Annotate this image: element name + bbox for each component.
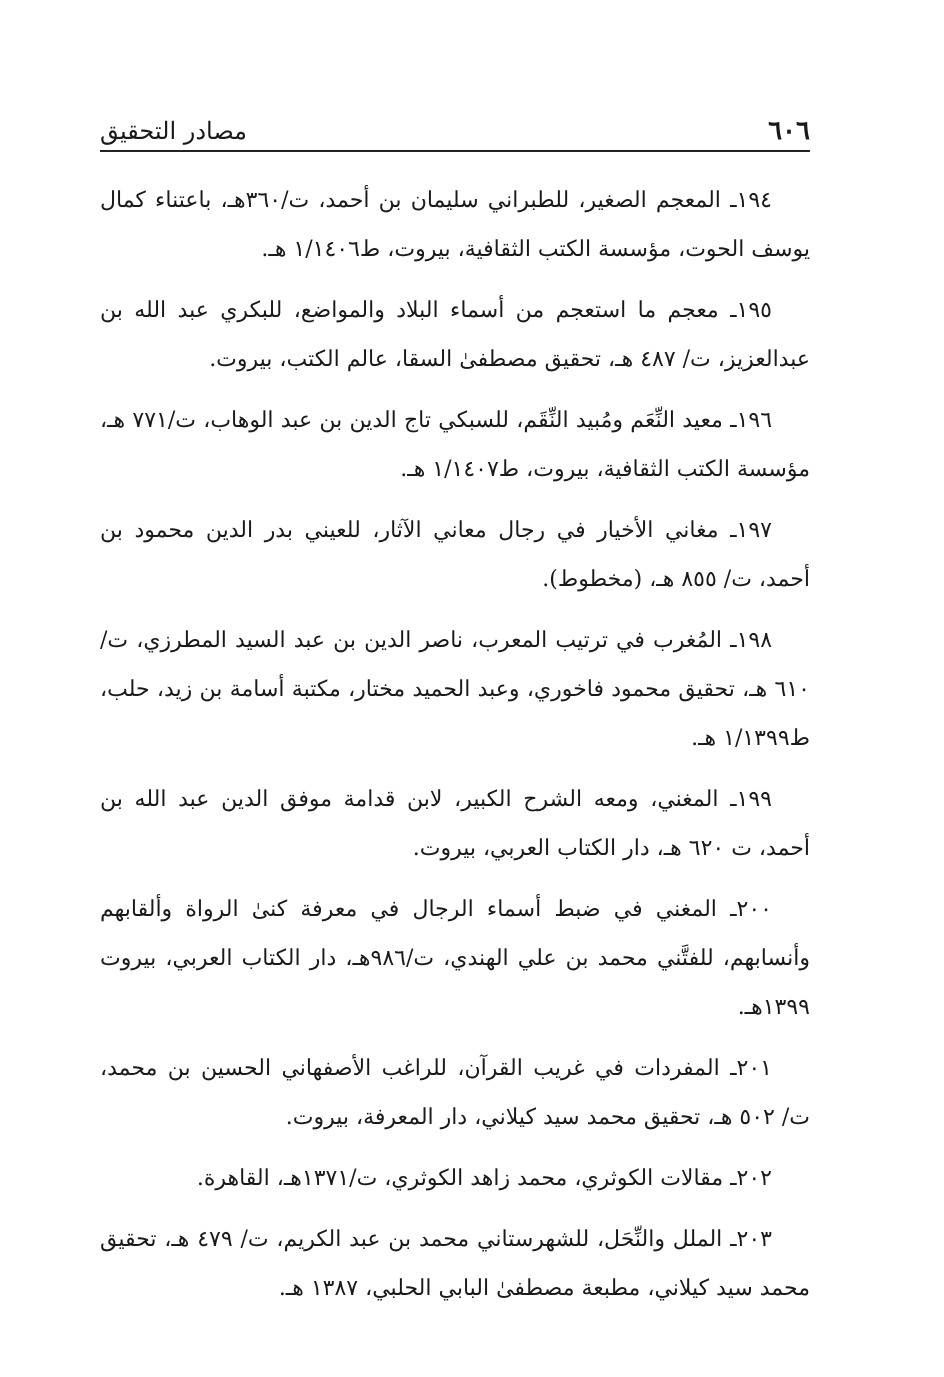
bibliography-entry-201: ٢٠١ـ المفردات في غريب القرآن، للراغب الأصفهاني الحسين بن محمد، ت/ ٥٠٢ هـ، تحقيق محمد سيد كيلاني، دار المعرفة، بيروت. [100, 1056, 810, 1130]
bibliography-entry-195: ١٩٥ـ معجم ما استعجم من أسماء البلاد والمواضع، للبكري عبد الله بن عبدالعزيز، ت/ ٤٨٧ هـ، تحقيق مصطفىٰ السقا، عالم الكتب، بيروت. [100, 298, 810, 372]
running-title: مصادر التحقيق [100, 117, 247, 145]
page-number: ٦٠٦ [768, 116, 810, 146]
bibliography-entry-199: ١٩٩ـ المغني، ومعه الشرح الكبير، لابن قدامة موفق الدين عبد الله بن أحمد، ت ٦٢٠ هـ، دار الكتاب العربي، بيروت. [100, 787, 810, 861]
bibliography-entry-203: ٢٠٣ـ الملل والنِّحَل، للشهرستاني محمد بن عبد الكريم، ت/ ٤٧٩ هـ، تحقيق محمد سيد كيلاني، مطبعة مصطفىٰ البابي الحلبي، ١٣٨٧ هـ. [100, 1227, 810, 1301]
bibliography-list [100, 176, 810, 1325]
page-header [100, 108, 810, 152]
bibliography-entry-198: ١٩٨ـ المُغرب في ترتيب المعرب، ناصر الدين بن عبد السيد المطرزي، ت/ ٦١٠ هـ، تحقيق محمود فاخوري، وعبد الحميد مختار، مكتبة أسامة بن زيد، حلب، ط١/١٣٩٩ هـ. [100, 628, 810, 751]
bibliography-entry-196: ١٩٦ـ معيد النِّعَم ومُبيد النِّقَم، للسبكي تاج الدين بن عبد الوهاب، ت/٧٧١ هـ، مؤسسة الكتب الثقافية، بيروت، ط١/١٤٠٧ هـ. [100, 408, 810, 482]
bibliography-entry-200: ٢٠٠ـ المغني في ضبط أسماء الرجال في معرفة كنىٰ الرواة وألقابهم وأنسابهم، للفتَّني محمد بن علي الهندي، ت/٩٨٦هـ، دار الكتاب العربي، بيروت ١٣٩٩هـ. [100, 897, 810, 1020]
bibliography-entry-202: ٢٠٢ـ مقالات الكوثري، محمد زاهد الكوثري، ت/١٣٧١هـ، القاهرة. [196, 1166, 772, 1191]
bibliography-entry-197: ١٩٧ـ مغاني الأخيار في رجال معاني الآثار، للعيني بدر الدين محمود بن أحمد، ت/ ٨٥٥ هـ، (مخطوط). [100, 518, 810, 592]
bibliography-entry-194: ١٩٤ـ المعجم الصغير، للطبراني سليمان بن أحمد، ت/٣٦٠هـ، باعتناء كمال يوسف الحوت، مؤسسة الكتب الثقافية، بيروت، ط١/١٤٠٦ هـ. [100, 188, 810, 262]
